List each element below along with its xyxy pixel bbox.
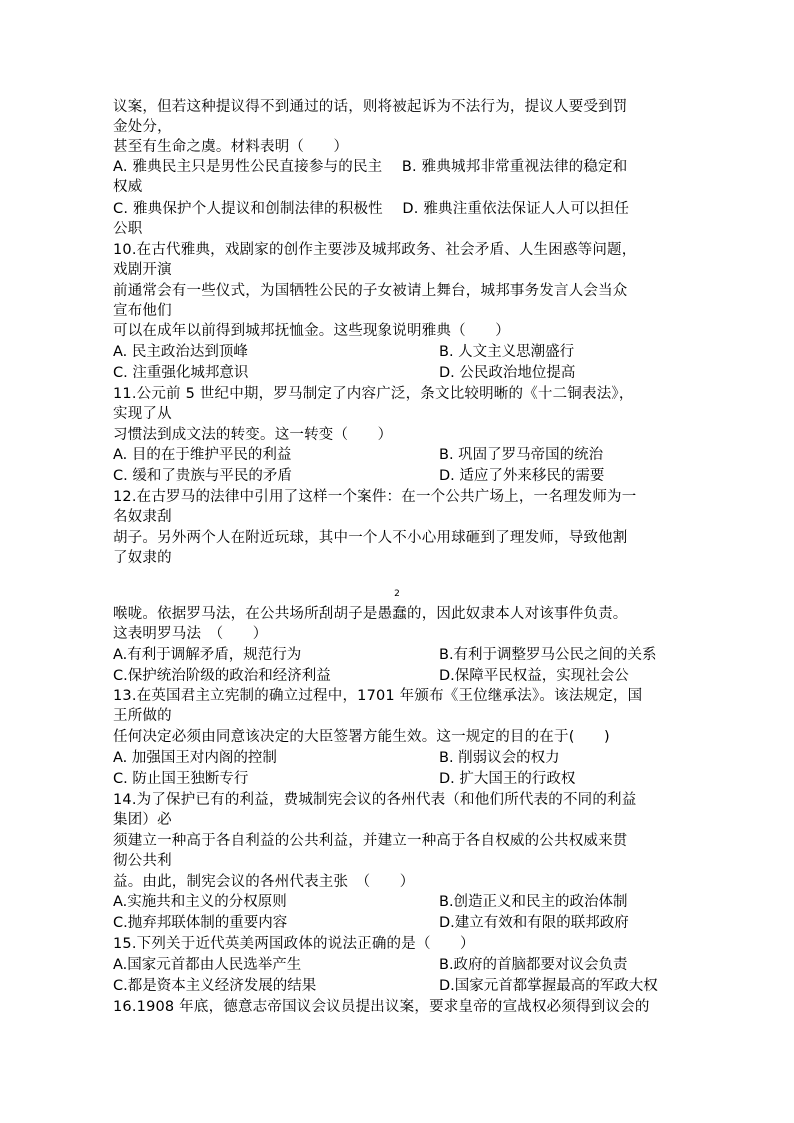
option-d: D. 扩大国王的行政权 xyxy=(439,771,576,787)
text-line: 宣布他们 xyxy=(113,303,172,319)
option-b: B.政府的首脑都要对议会负责 xyxy=(439,957,628,973)
text-line: 习惯法到成文法的转变。这一转变（ ） xyxy=(113,427,393,443)
option-c: C. 缓和了贵族与平民的矛盾 xyxy=(113,468,292,484)
option-d: D. 公民政治地位提高 xyxy=(439,365,576,381)
option-a: A. 民主政治达到顶峰 xyxy=(113,344,248,360)
text-line: 益。由此，制宪会议的各州代表主张 （ ） xyxy=(113,874,415,890)
text-line: 权威 xyxy=(113,179,143,195)
text-line: 戏剧开演 xyxy=(113,262,172,278)
text-line: A. 雅典民主只是男性公民直接参与的民主 B. 雅典城邦非常重视法律的稳定和 xyxy=(113,159,628,175)
text-line: C. 雅典保护个人提议和创制法律的积极性 D. 雅典注重依法保证人人可以担任 xyxy=(113,201,630,217)
option-d: D.保障平民权益，实现社会公 xyxy=(439,668,629,684)
question-13: 13.在英国君主立宪制的确立过程中，1701 年颁布《王位继承法》。该法规定，国 xyxy=(113,688,643,704)
option-c: C.保护统治阶级的政治和经济利益 xyxy=(113,668,331,684)
question-16: 16.1908 年底，德意志帝国议会议员提出议案，要求皇帝的宣战权必须得到议会的 xyxy=(113,999,650,1015)
option-d: D.国家元首都掌握最高的军政大权 xyxy=(439,978,658,994)
text-line: 彻公共利 xyxy=(113,853,172,869)
text-line: 王所做的 xyxy=(113,708,172,724)
text-line: 了奴隶的 xyxy=(113,550,172,566)
text-line: 任何决定必须由同意该决定的大臣签署方能生效。这一规定的目的在于( ) xyxy=(113,729,610,745)
text-line: 公职 xyxy=(113,221,143,237)
option-d: D.建立有效和有限的联邦政府 xyxy=(439,915,629,931)
text-line: 胡子。另外两个人在附近玩球，其中一个人不小心用球砸到了理发师，导致他割 xyxy=(113,530,628,546)
option-a: A.有利于调解矛盾，规范行为 xyxy=(113,647,302,663)
question-10: 10.在古代雅典，戏剧家的创作主要涉及城邦政务、社会矛盾、人生困惑等问题， xyxy=(113,242,637,258)
text-line: 实现了从 xyxy=(113,406,172,422)
text-line: 集团）必 xyxy=(113,812,172,828)
option-c: C.抛弃邦联体制的重要内容 xyxy=(113,915,288,931)
text-line: 金处分， xyxy=(113,119,172,135)
text-line: 须建立一种高于各自利益的公共利益，并建立一种高于各自权威的公共权威来贯 xyxy=(113,833,628,849)
text-line: 这表明罗马法 （ ） xyxy=(113,626,268,642)
question-15: 15.下列关于近代英美两国政体的说法正确的是（ ） xyxy=(113,936,475,952)
question-11: 11.公元前 5 世纪中期，罗马制定了内容广泛，条文比较明晰的《十二铜表法》， xyxy=(113,386,634,402)
text-line: 议案，但若这种提议得不到通过的话，则将被起诉为不法行为，提议人要受到罚 xyxy=(113,99,628,115)
text-line: 甚至有生命之虞。材料表明（ ） xyxy=(113,139,349,155)
option-c: C. 防止国王独断专行 xyxy=(113,771,249,787)
option-c: C.都是资本主义经济发展的结果 xyxy=(113,978,317,994)
question-12: 12.在古罗马的法律中引用了这样一个案件：在一个公共广场上，一名理发师为一 xyxy=(113,489,637,505)
option-a: A.国家元首都由人民选举产生 xyxy=(113,957,302,973)
option-b: B.创造正义和民主的政治体制 xyxy=(439,894,628,910)
page-number: 2 xyxy=(394,589,400,599)
text-line: 可以在成年以前得到城邦抚恤金。这些现象说明雅典（ ） xyxy=(113,323,510,339)
option-a: A. 目的在于维护平民的利益 xyxy=(113,447,292,463)
option-a: A. 加强国王对内阁的控制 xyxy=(113,750,277,766)
question-14: 14.为了保护已有的利益，费城制宪会议的各州代表（和他们所代表的不同的利益 xyxy=(113,792,637,808)
option-b: B. 人文主义思潮盛行 xyxy=(439,344,575,360)
option-b: B.有利于调整罗马公民之间的关系 xyxy=(439,647,657,663)
option-a: A.实施共和主义的分权原则 xyxy=(113,894,287,910)
option-b: B. 巩固了罗马帝国的统治 xyxy=(439,447,604,463)
option-b: B. 削弱议会的权力 xyxy=(439,750,560,766)
option-d: D. 适应了外来移民的需要 xyxy=(439,468,605,484)
option-c: C. 注重强化城邦意识 xyxy=(113,365,249,381)
text-line: 前通常会有一些仪式，为国牺牲公民的子女被请上舞台，城邦事务发言人会当众 xyxy=(113,283,628,299)
text-line: 喉咙。依据罗马法，在公共场所刮胡子是愚蠢的，因此奴隶本人对该事件负责。 xyxy=(113,606,628,622)
text-line: 名奴隶刮 xyxy=(113,509,172,525)
